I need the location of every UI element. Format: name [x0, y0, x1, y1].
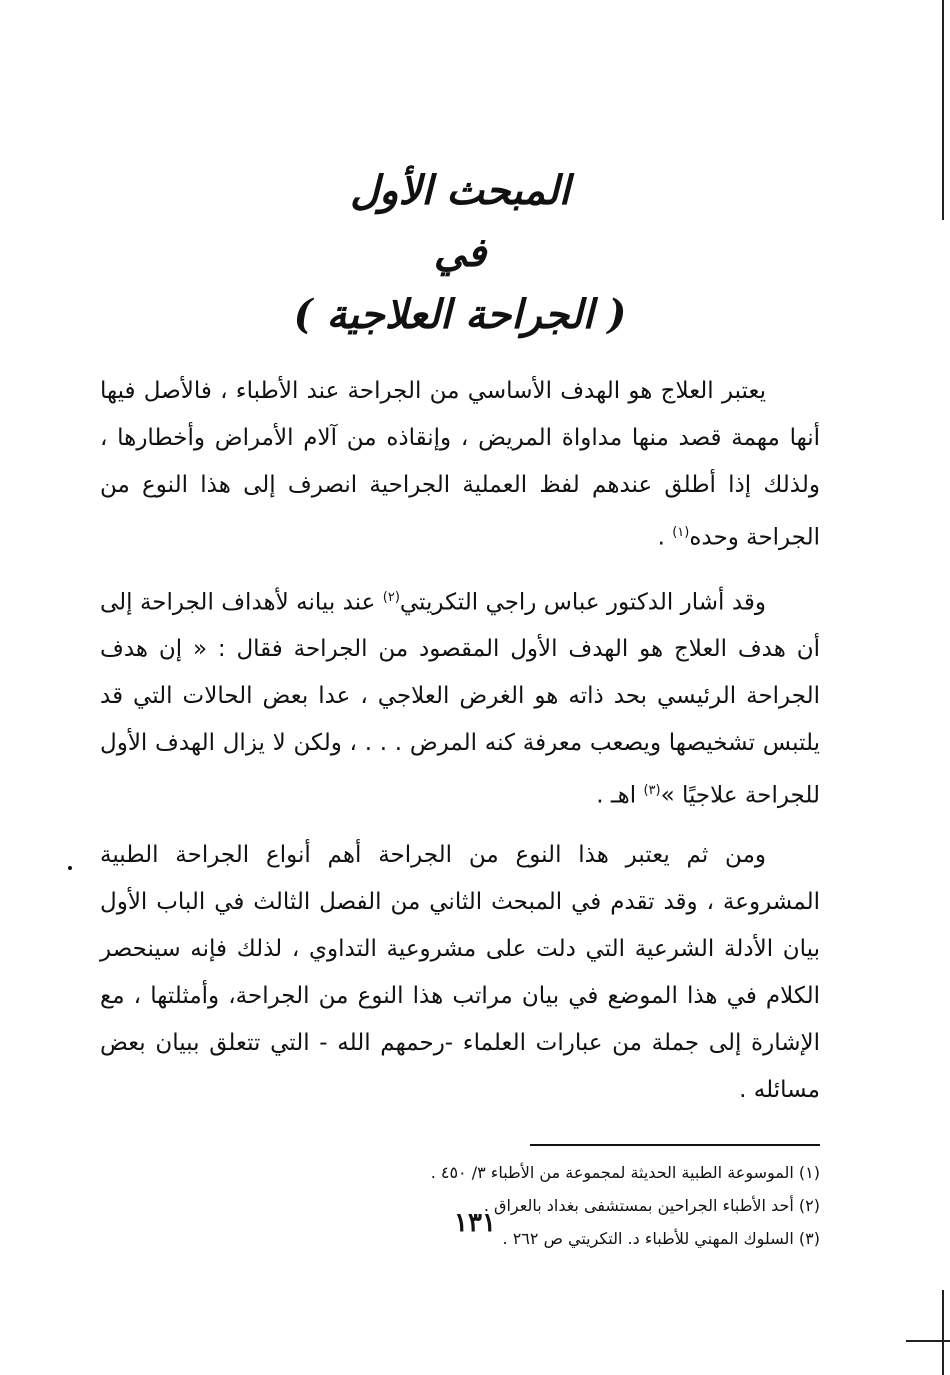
footnote-1: (١) الموسوعة الطبية الحديثة لمجموعة من الأطباء ٣/ ٤٥٠ . — [430, 1162, 820, 1182]
heading-line-3: ( الجراحة العلاجية ) — [293, 291, 627, 338]
paragraph-2-end: اهـ . — [596, 782, 644, 809]
paragraph-3: ومن ثم يعتبر هذا النوع من الجراحة أهم أنواع الجراحة الطبية المشروعة ، وقد تقدم في المبحث الثاني من الفصل الثالث في الباب الأول بيان الأدلة الشرعية التي دلت على مشروعية التداوي ، لذلك فإنه سينحصر الكلام في هذا الموضع في بيان مراتب هذا النوع من الجراحة، وأمثلتها ، مع الإشارة إلى جملة من عبارات العلماء -رحمهم الله - التي تتعلق ببيان بعض مسائله . — [100, 841, 820, 1103]
page-edge-line — [906, 1340, 950, 1342]
footnote-ref-2[interactable]: (٢) — [382, 589, 400, 605]
paragraph-1 — [100, 368, 820, 562]
heading-line-1: المبحث الأول — [350, 167, 570, 214]
page-edge-line — [942, 1290, 944, 1375]
document-page — [100, 160, 820, 1255]
paragraph-2-text-b: عند بيانه لأهداف الجراحة إلى أن هدف العلاج هو الهدف الأول المقصود من الجراحة فقال : « إن هدف الجراحة الرئيسي بحد ذاته هو الغرض العلاجي ، عدا بعض الحالات التي قد يلتبس تشخيصها ويصعب معرفة كنه المرض . . . ، ولكن لا يزال الهدف الأول للجراحة علاجيًا » — [100, 589, 820, 809]
footnote-2: (٢) أحد الأطباء الجراحين بمستشفى بغداد بالعراق . — [483, 1195, 820, 1215]
footnote-ref-1[interactable]: (١) — [672, 525, 690, 540]
paragraph-1-end: . — [657, 524, 673, 551]
footnote-3: (٣) السلوك المهني للأطباء د. التكريتي ص ٢٦٢ . — [502, 1228, 820, 1248]
heading-line-2: في — [433, 229, 487, 276]
footnotes-list — [100, 1156, 820, 1255]
page-edge-line — [942, 0, 944, 220]
section-heading — [100, 160, 820, 346]
paragraph-2-text-a: وقد أشار الدكتور عباس راجي التكريتي — [399, 589, 766, 616]
footnote-ref-3[interactable]: (٣) — [643, 783, 661, 799]
page-number: ١٣١ — [454, 1208, 496, 1238]
scan-speck — [68, 866, 72, 870]
footnote-separator — [530, 1144, 820, 1146]
paragraph-2 — [100, 574, 820, 820]
paragraph-1-text: يعتبر العلاج هو الهدف الأساسي من الجراحة عند الأطباء ، فالأصل فيها أنها مهمة قصد منها مداواة المريض ، وإنقاذه من آلام الأمراض وأخطارها ، ولذلك إذا أطلق عندهم لفظ العملية الجراحية انصرف إلى هذا النوع من الجراحة وحده — [100, 378, 820, 551]
